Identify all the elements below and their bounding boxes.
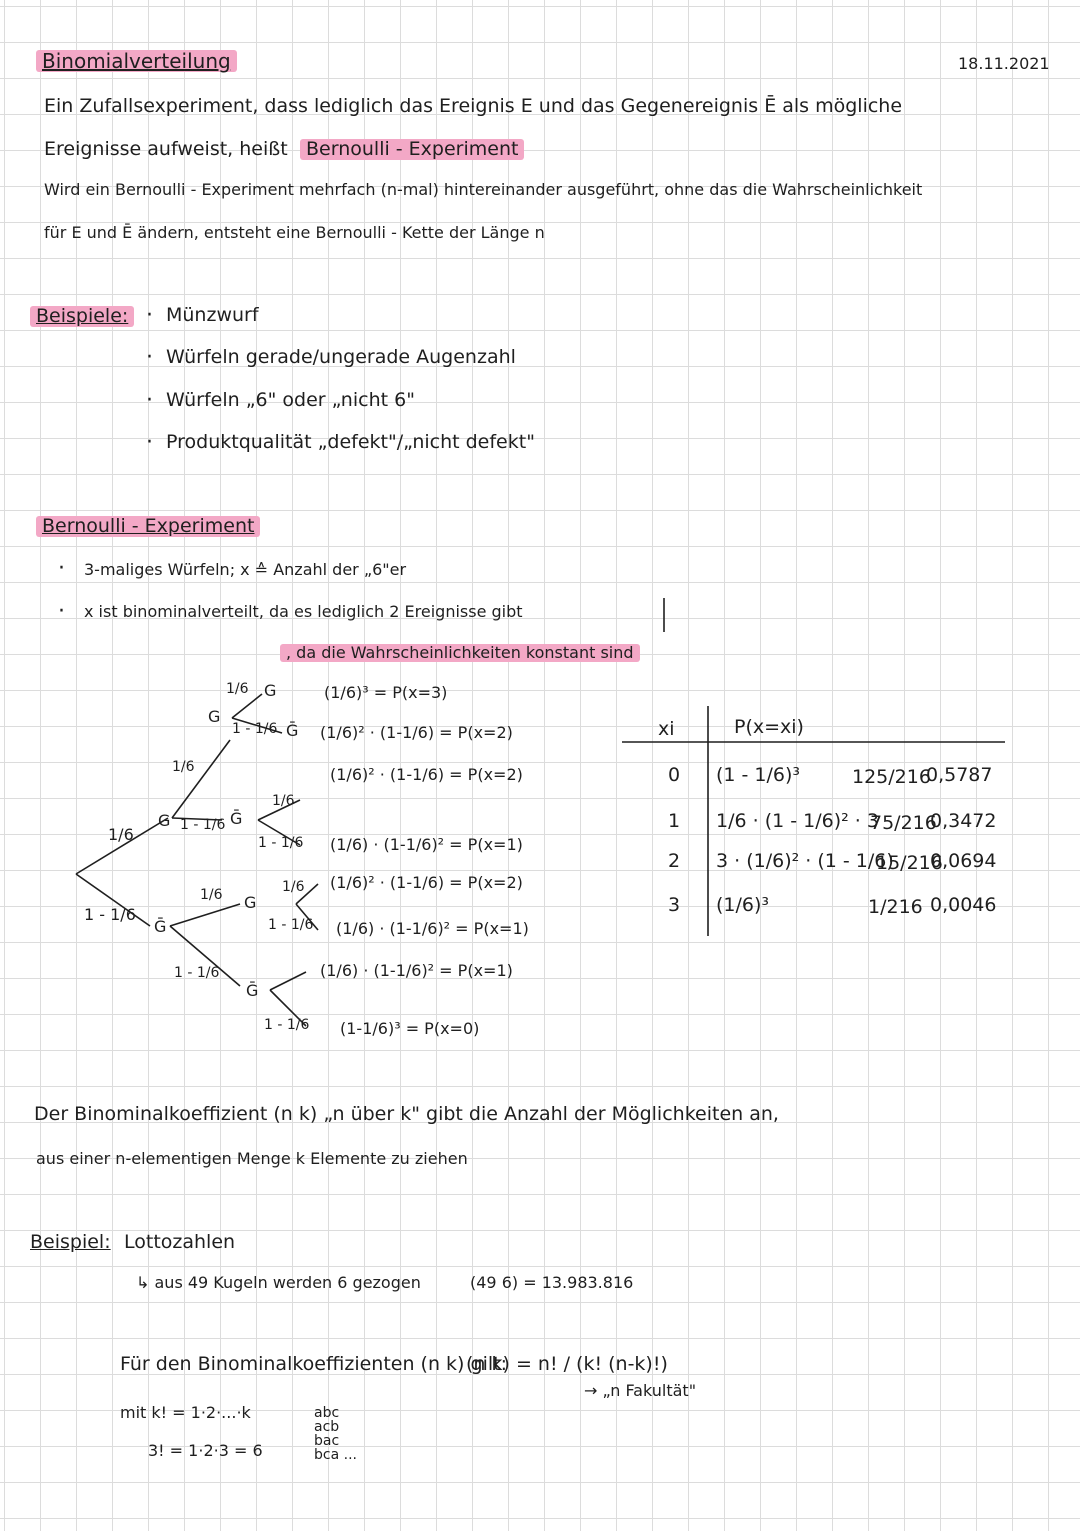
tree-q-label: 1 - 1/6 xyxy=(84,905,136,924)
table-cell-frac: 125/216 xyxy=(852,766,931,788)
perm-item: bac xyxy=(314,1433,340,1449)
coefficient-line-2: aus einer n-elementigen Menge k Elemente zu ziehen xyxy=(36,1149,468,1168)
table-cell-frac: 1/216 xyxy=(868,896,923,918)
formula-expr: (n k) = n! / (k! (n-k)!) xyxy=(466,1353,668,1375)
table-cell-frac: 15/216 xyxy=(876,852,943,874)
tree-result: (1-1/6)³ = P(x=0) xyxy=(340,1019,480,1038)
bernoulli-line-1: 3-maliges Würfeln; x ≙ Anzahl der „6"er xyxy=(84,560,407,579)
tree-result: (1/6) · (1-1/6)² = P(x=1) xyxy=(330,835,523,854)
tree-result: (1/6)³ = P(x=3) xyxy=(324,683,448,702)
tree-q-label: 1 - 1/6 xyxy=(264,1017,310,1033)
tree-q-label: 1 - 1/6 xyxy=(268,917,314,933)
table-cell-value: 0,5787 xyxy=(926,764,993,786)
formula-line: Für den Binominalkoeffizienten (n k) gilt: xyxy=(120,1353,507,1375)
bullet: · xyxy=(58,599,65,624)
coefficient-line-1: Der Binominalkoeffizient (n k) „n über k" gibt die Anzahl der Möglichkeiten an, xyxy=(34,1103,779,1125)
table-cell-frac: 75/216 xyxy=(870,812,937,834)
intro-line-2a: Ereignisse aufweist, heißt xyxy=(44,138,288,160)
tree-q-label: 1 - 1/6 xyxy=(180,817,226,833)
table-cell-value: 0,0694 xyxy=(930,850,997,872)
date: 18.11.2021 xyxy=(958,54,1050,73)
bernoulli-line-3: , da die Wahrscheinlichkeiten konstant sind xyxy=(280,644,640,662)
tree-p-label: 1/6 xyxy=(226,681,249,697)
tree-q-label: 1 - 1/6 xyxy=(232,721,278,737)
tree-result: (1/6) · (1-1/6)² = P(x=1) xyxy=(320,961,513,980)
lotto-result: (49 6) = 13.983.816 xyxy=(470,1273,634,1292)
perm-item: bca ... xyxy=(314,1447,357,1463)
tree-node-gbar: Ḡ xyxy=(286,721,299,740)
table-cell-value: 0,0046 xyxy=(930,894,997,916)
table-cell-formula: 3 · (1/6)² · (1 - 1/6) xyxy=(716,850,894,872)
example-item: Würfeln gerade/ungerade Augenzahl xyxy=(166,346,516,368)
tree-p-label: 1/6 xyxy=(108,825,134,844)
bullet: · xyxy=(146,388,153,413)
tree-p-label: 1/6 xyxy=(272,793,295,809)
tree-node-gbar: Ḡ xyxy=(154,917,167,936)
table-cell-x: 1 xyxy=(668,810,681,832)
table-header-xi: xi xyxy=(658,718,675,740)
bullet: · xyxy=(146,345,153,370)
lotto-title: Lottozahlen xyxy=(124,1231,236,1253)
formula-example: 3! = 1·2·3 = 6 xyxy=(148,1441,263,1460)
examples-label: Beispiele: xyxy=(30,306,134,327)
table-header-p: P(x=xi) xyxy=(734,716,804,738)
tree-node-gbar: Ḡ xyxy=(230,809,243,828)
tree-result: (1/6)² · (1-1/6) = P(x=2) xyxy=(330,765,523,784)
table-cell-formula: 1/6 · (1 - 1/6)² · 3 xyxy=(716,810,879,832)
tree-node-g: G xyxy=(158,811,171,830)
tree-node-g: G xyxy=(264,681,277,700)
table-cell-x: 2 xyxy=(668,850,681,872)
tree-q-label: 1 - 1/6 xyxy=(174,965,220,981)
tree-q-label: 1 - 1/6 xyxy=(258,835,304,851)
page-title: Binomialverteilung xyxy=(36,50,237,72)
formula-def: mit k! = 1·2·...·k xyxy=(120,1403,251,1422)
tree-result: (1/6) · (1-1/6)² = P(x=1) xyxy=(336,919,529,938)
bullet: · xyxy=(146,430,153,455)
bernoulli-heading: Bernoulli - Experiment xyxy=(36,516,260,537)
tree-p-label: 1/6 xyxy=(172,759,195,775)
tree-node-g: G xyxy=(208,707,221,726)
tree-p-label: 1/6 xyxy=(200,887,223,903)
table-cell-x: 3 xyxy=(668,894,681,916)
table-cell-formula: (1 - 1/6)³ xyxy=(716,764,801,786)
example-item: Produktqualität „defekt"/„nicht defekt" xyxy=(166,431,535,453)
intro-line-1: Ein Zufallsexperiment, dass lediglich das Ereignis E und das Gegenereignis Ē als mögliche xyxy=(44,95,903,117)
bernoulli-line-2: x ist binominalverteilt, da es lediglich 2 Ereignisse gibt xyxy=(84,602,523,621)
example-item: Münzwurf xyxy=(166,304,259,326)
example-item: Würfeln „6" oder „nicht 6" xyxy=(166,389,415,411)
lotto-line: ↳ aus 49 Kugeln werden 6 gezogen xyxy=(136,1273,421,1292)
intro-line-2b: Bernoulli - Experiment xyxy=(300,139,524,160)
perm-item: abc xyxy=(314,1405,340,1421)
perm-item: acb xyxy=(314,1419,340,1435)
intro-line-4: für E und Ē ändern, entsteht eine Bernoulli - Kette der Länge n xyxy=(44,223,545,242)
bullet: · xyxy=(146,303,153,328)
formula-note: → „n Fakultät" xyxy=(584,1381,697,1400)
bullet: · xyxy=(58,556,65,581)
intro-line-3: Wird ein Bernoulli - Experiment mehrfach (n-mal) hintereinander ausgeführt, ohne das die Wahrscheinlichkeit xyxy=(44,180,923,199)
table-cell-value: 0,3472 xyxy=(930,810,997,832)
table-cell-x: 0 xyxy=(668,764,681,786)
tree-result: (1/6)² · (1-1/6) = P(x=2) xyxy=(320,723,513,742)
tree-node-gbar: Ḡ xyxy=(246,981,259,1000)
tree-p-label: 1/6 xyxy=(282,879,305,895)
lotto-label: Beispiel: xyxy=(30,1231,111,1253)
tree-node-g: G xyxy=(244,893,257,912)
tree-result: (1/6)² · (1-1/6) = P(x=2) xyxy=(330,873,523,892)
table-cell-formula: (1/6)³ xyxy=(716,894,770,916)
